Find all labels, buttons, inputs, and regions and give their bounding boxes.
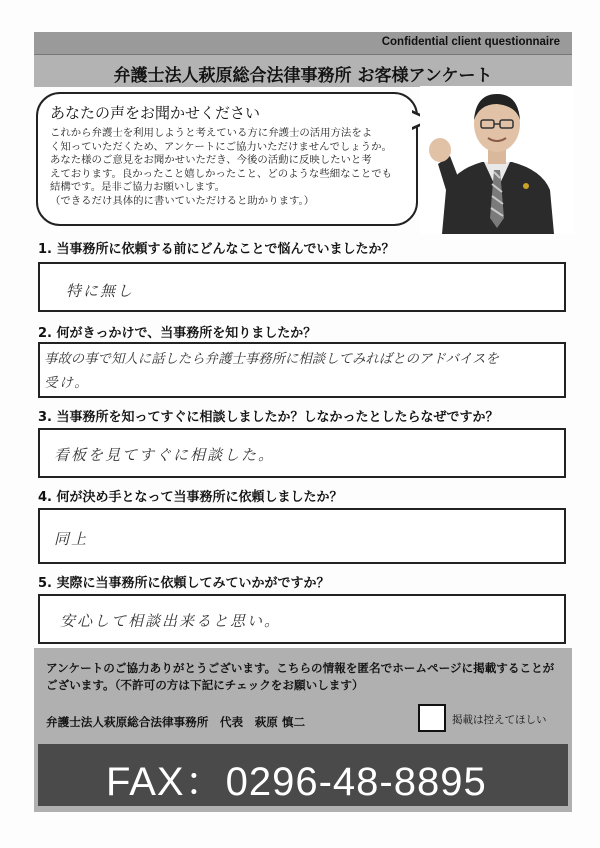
question-1: 1. 当事務所に依頼する前にどんなことで悩んでいましたか？ <box>38 242 395 257</box>
question-3: 3. 当事務所を知ってすぐに相談しましたか？しなかったとしたらなぜですか？ <box>38 410 499 425</box>
page-title: 弁護士法人萩原総合法律事務所 お客様アンケート <box>113 66 493 86</box>
answer-2-line-1: 事故の事で知人に話したら弁護士事務所に相談してみればとのアドバイスを <box>44 352 499 367</box>
fax-number: FAX：0296-48-8895 <box>106 760 487 804</box>
question-5: 5. 実際に当事務所に依頼してみていかがですか？ <box>38 576 330 591</box>
answer-4-line-1: 同上 <box>54 530 89 548</box>
answer-5-line-1: 安心して相談出来ると思い。 <box>60 612 282 630</box>
answer-3-line-1: 看板を見てすぐに相談した。 <box>54 446 276 464</box>
answer-1-line-1: 特に無し <box>66 282 135 300</box>
intro-heading: あなたの声をお聞かせください <box>50 104 261 122</box>
question-4: 4. 何が決め手となって当事務所に依頼しましたか？ <box>38 490 343 505</box>
footer-panel <box>34 648 572 812</box>
intro-line: （できるだけ具体的に書いていただけると助かります。） <box>50 194 315 207</box>
publication-opt-out-checkbox[interactable] <box>418 704 446 732</box>
intro-body <box>50 127 406 209</box>
fax-bar <box>38 744 568 806</box>
intro-line: く知っていただくため、アンケートにご協力いただけませんでしょうか。 <box>50 140 392 153</box>
question-2: 2. 何がきっかけで、当事務所を知りましたか？ <box>38 326 317 341</box>
answer-box-4[interactable] <box>38 508 566 564</box>
answer-box-3[interactable] <box>38 428 566 478</box>
lawyer-photo <box>420 86 574 234</box>
confidential-label: Confidential client questionnaire <box>381 36 560 48</box>
answer-2-line-2: 受け。 <box>44 376 90 391</box>
footer-message: アンケートのご協力ありがとうございます。こちらの情報を匿名でホームページに掲載することがございます。（不許可の方は下記にチェックをお願いします） <box>46 661 555 692</box>
intro-line: あなた様のご意見をお聞かせいただき、今後の活動に反映したいと考 <box>50 154 372 167</box>
publication-opt-out-label: 掲載は控えてほしい <box>452 714 547 726</box>
answer-box-5[interactable] <box>38 594 566 644</box>
header-title-bar <box>34 54 572 87</box>
intro-line: これから弁護士を利用しようと考えている方に弁護士の活用方法をよ <box>50 127 373 139</box>
intro-line: えております。良かったこと嬉しかったこと、どのような些細なことでも <box>50 167 393 180</box>
intro-speech-bubble <box>36 92 418 226</box>
answer-box-1[interactable] <box>38 262 566 312</box>
answer-box-2[interactable] <box>38 342 566 398</box>
footer-firm-name: 弁護士法人萩原総合法律事務所 代表 萩原 慎二 <box>46 715 306 729</box>
intro-line: 結構です。是非ご協力お願いします。 <box>50 181 225 194</box>
